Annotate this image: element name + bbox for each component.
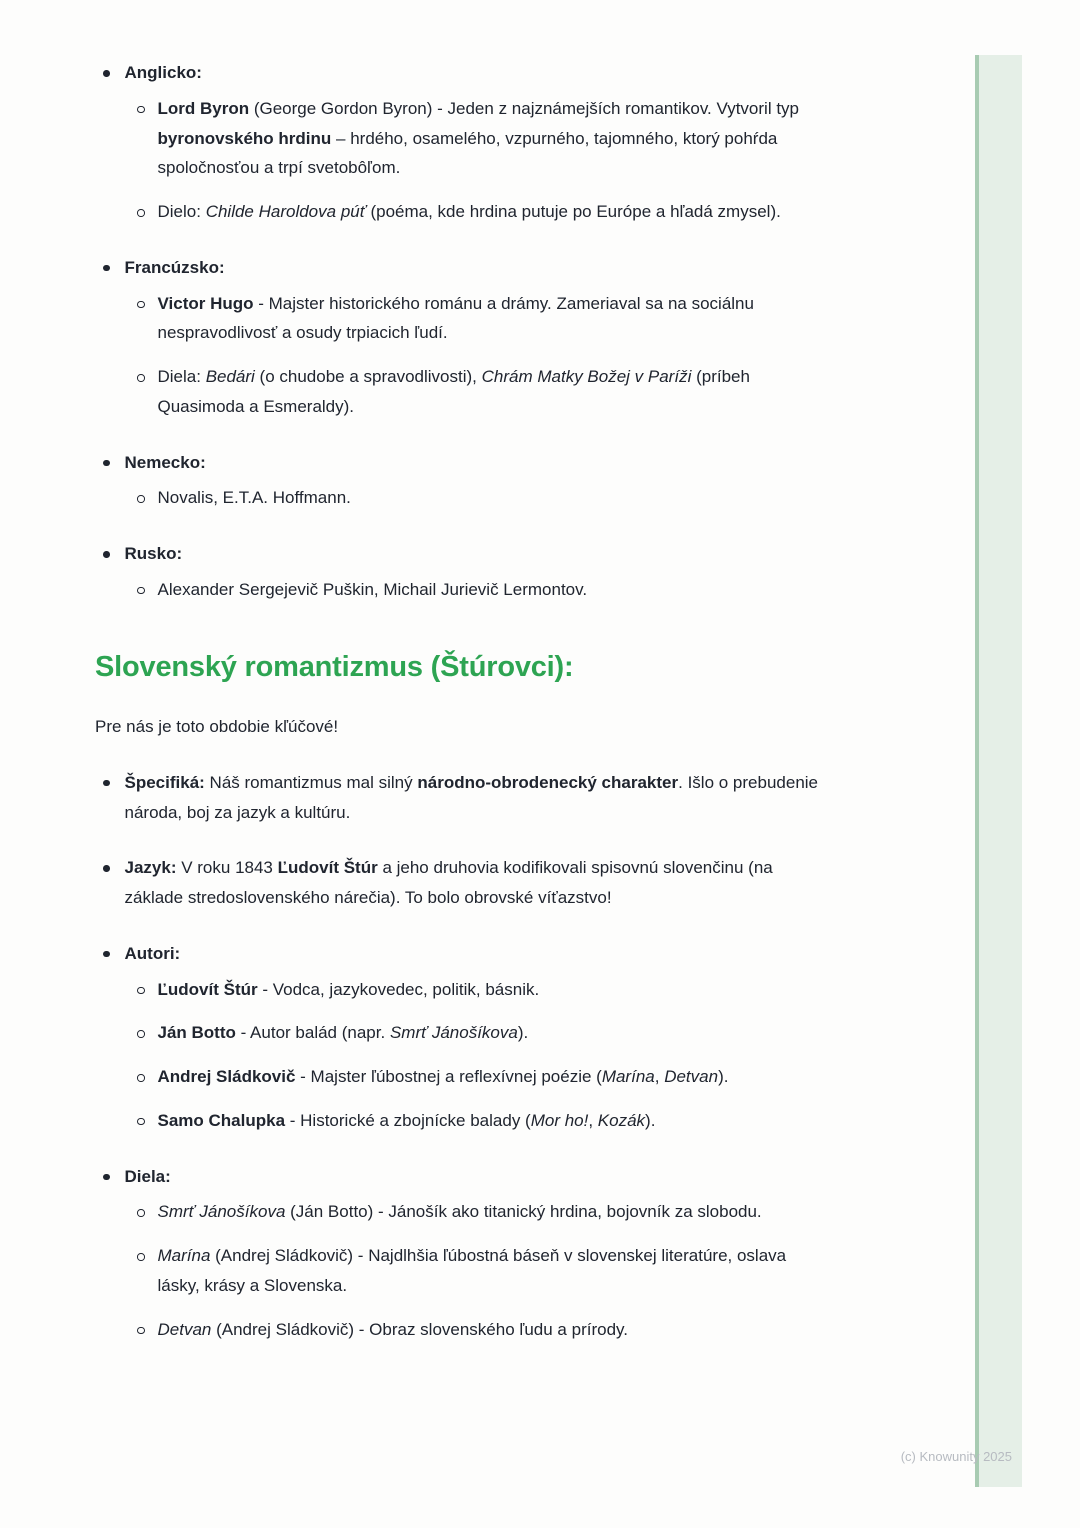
list-item-text [158,1106,828,1136]
text-segment: Andrej Sládkovič [157,1067,296,1087]
document-page [95,58,827,1344]
list-item-text [125,448,828,478]
text-segment: (poéma, kde hrdina putuje po Európe a hľadá zmysel). [365,202,781,221]
text-segment: Francúzsko: [124,257,225,277]
text-segment: Marína [157,1246,211,1266]
text-segment: Smrť Jánošíkova [157,1202,286,1222]
text-segment: Lord Byron [157,98,250,118]
list-item [129,94,827,183]
text-segment: Novalis, E.T.A. Hoffmann. [157,488,351,508]
text-segment: Bedári [205,367,255,386]
text-segment: – hrdého, osamelého, vzpurného, tajomného, ktorý pohŕda spoločnosťou a trpí svetobôľom. [157,128,778,178]
text-segment: Diela: [124,1166,171,1186]
text-segment: (príbeh Quasimoda a Esmeraldy). [157,367,750,416]
list-item-text [158,362,828,422]
bullet-circle-icon [137,1209,145,1217]
list-item [95,448,827,478]
list-item [129,1197,827,1227]
list-item-text [158,1062,828,1092]
bullet-circle-icon [137,1253,145,1261]
text-segment: (o chudobe a spravodlivosti), [254,367,482,386]
bullet-disc-icon [103,70,110,77]
list-item [129,575,827,605]
list-item-text [158,975,828,1005]
list-item [129,483,827,513]
bullet-circle-icon [137,987,145,995]
text-segment: Ľudovít Štúr [157,979,258,999]
text-segment: Kozák [597,1110,646,1130]
text-segment: - Majster historického románu a drámy. Zameriaval sa na sociálnu nespravodlivosť a osudy trpiacich ľudí. [157,293,754,343]
text-segment: Nemecko: [124,452,206,472]
bullet-disc-icon [103,1174,110,1181]
list-item-text [158,575,828,605]
bullet-circle-icon [137,106,145,114]
list-item-text [125,1162,828,1192]
text-segment: národno-obrodenecký charakter [417,772,679,792]
text-segment: ). [517,1023,529,1043]
list-item-text [158,1197,828,1227]
bullet-circle-icon [137,374,145,382]
text-segment: Smrť Jánošíkova [389,1023,518,1043]
text-segment: (Andrej Sládkovič) - Obraz slovenského ľudu a prírody. [211,1319,628,1339]
text-segment: - Autor balád (napr. [235,1023,390,1043]
watermark: (c) Knowunity 2025 [900,1449,1012,1464]
list-item [95,853,827,913]
text-segment: Ján Botto [157,1023,236,1043]
bullet-circle-icon [137,301,145,309]
text-segment: , [654,1067,665,1087]
section-heading: Slovenský romantizmus (Štúrovci): [95,650,574,683]
intro-paragraph: Pre nás je toto obdobie kľúčové! [95,717,339,737]
bullet-circle-icon [137,209,145,217]
list-item [95,58,827,88]
text-segment: Mor ho! [530,1110,589,1130]
text-segment: - Majster ľúbostnej a reflexívnej poézie ( [295,1067,602,1087]
list-item-text [158,197,828,227]
text-segment: - Vodca, jazykovedec, politik, básnik. [257,979,540,999]
text-segment: Detvan [157,1319,212,1339]
text-segment: Childe Haroldova púť [205,202,366,221]
list-item [129,362,827,422]
bullet-disc-icon [103,551,110,558]
list-item-text [125,539,828,569]
list-item [129,1315,827,1345]
text-segment: Náš romantizmus mal silný [204,772,418,792]
green-accent-bar [975,55,1022,1487]
text-segment: Diela: [157,367,206,386]
list-item [129,289,827,349]
list-item-text [125,939,828,969]
text-segment: Alexander Sergejevič Puškin, Michail Jurievič Lermontov. [157,579,588,599]
bullet-disc-icon [103,265,110,272]
text-segment: Ľudovít Štúr [277,858,378,878]
bullet-circle-icon [137,1118,145,1126]
list-item [95,768,827,828]
text-segment: (Andrej Sládkovič) - Najdlhšia ľúbostná báseň v slovenskej literatúre, oslava lásky, krásy a Slovenska. [157,1246,787,1295]
text-segment: (Ján Botto) - Jánošík ako titanický hrdina, bojovník za slobodu. [285,1202,762,1222]
list-item-text [158,1315,828,1345]
bullet-circle-icon [137,495,145,503]
text-segment: V roku 1843 [176,858,278,878]
list-item-text [158,1241,828,1301]
text-segment: Autori: [124,943,181,963]
list-item-text [158,94,828,183]
bullet-disc-icon [103,951,110,958]
list-item-text [158,483,828,513]
text-segment: . Išlo o prebudenie národa, boj za jazyk a kultúru. [124,772,819,822]
list-item [129,975,827,1005]
text-segment: Detvan [664,1067,719,1087]
text-segment: Victor Hugo [157,293,254,313]
list-item [95,1162,827,1192]
text-segment: (George Gordon Byron) - Jeden z najznámejších romantikov. Vytvoril typ [249,98,800,118]
bullet-disc-icon [103,865,110,872]
list-item-text [125,768,828,828]
text-segment: ). [645,1110,656,1130]
text-segment: Špecifiká: [124,772,205,792]
text-segment: , [588,1110,598,1130]
bullet-circle-icon [137,587,145,595]
list-item [129,1106,827,1136]
text-segment: Jazyk: [124,858,177,878]
text-segment: a jeho druhovia kodifikovali spisovnú slovenčinu (na základe stredoslovenského nárečia). To bolo obrovské víťazstvo! [124,858,773,908]
text-segment: Rusko: [124,544,183,563]
text-segment: Samo Chalupka [157,1110,286,1130]
text-segment: Chrám Matky Božej v Paríži [481,367,692,386]
bullet-disc-icon [103,460,110,467]
list-item [129,1018,827,1048]
bullet-circle-icon [137,1327,145,1335]
text-segment: - Historické a zbojnícke balady ( [285,1110,531,1130]
bullet-circle-icon [137,1030,145,1038]
list-item-text [125,853,828,913]
text-segment: byronovského hrdinu [157,128,332,148]
list-item [95,539,827,569]
list-item [129,1062,827,1092]
bullet-disc-icon [103,780,110,787]
list-item [95,939,827,969]
text-segment: Anglicko: [124,63,202,82]
list-item-text [125,58,828,88]
text-segment: ). [718,1067,729,1087]
bullet-circle-icon [137,1074,145,1082]
list-item-text [158,1018,828,1048]
list-item-text [125,253,828,283]
list-item [95,253,827,283]
list-item [129,1241,827,1301]
text-segment: Marína [601,1067,655,1087]
list-item [129,197,827,227]
text-segment: Dielo: [157,202,206,221]
list-item-text [158,289,828,349]
